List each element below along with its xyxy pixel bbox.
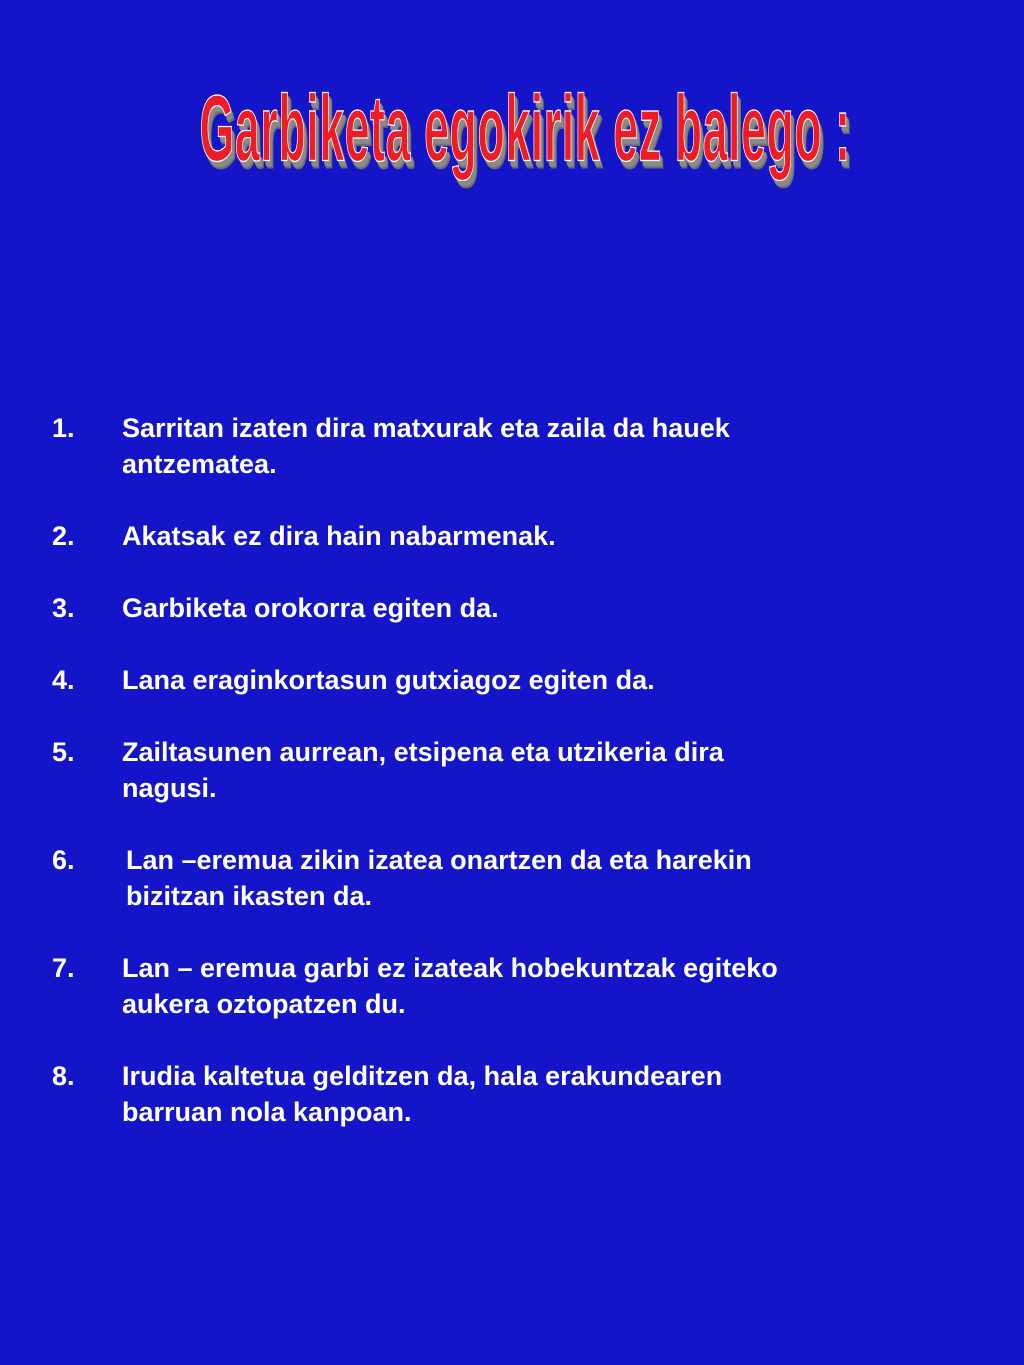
list-item: [52, 1058, 992, 1130]
list-item-number: 8.: [52, 1061, 75, 1091]
list-item-text: Garbiketa orokorra egiten da.: [122, 593, 499, 623]
list-item: [52, 410, 992, 482]
list-item: [52, 734, 992, 806]
list-item-text: Irudia kaltetua gelditzen da, hala erakundearen barruan nola kanpoan.: [122, 1061, 723, 1127]
list-item-number: 5.: [52, 737, 75, 767]
list-item-number: 4.: [52, 665, 75, 695]
list-item-text: Lana eraginkortasun gutxiagoz egiten da.: [122, 665, 655, 695]
list-item-text: Sarritan izaten dira matxurak eta zaila da hauek antzematea.: [122, 413, 730, 479]
list-item-text: Zailtasunen aurrean, etsipena eta utzikeria dira nagusi.: [122, 737, 724, 803]
list-item: [52, 950, 992, 1022]
list-item-number: 2.: [52, 521, 75, 551]
list-item-number: 3.: [52, 593, 75, 623]
list-item-text: Lan – eremua garbi ez izateak hobekuntzak egiteko aukera oztopatzen du.: [122, 953, 778, 1019]
numbered-list: [52, 410, 992, 1166]
list-item-number: 7.: [52, 953, 75, 983]
list-item: [52, 662, 992, 698]
list-item: [52, 518, 992, 554]
list-item-text: Lan –eremua zikin izatea onartzen da eta harekin bizitzan ikasten da.: [126, 845, 752, 911]
list-item: [52, 842, 992, 914]
list-item-number: 1.: [52, 413, 75, 443]
list-item: [52, 590, 992, 626]
slide-title: Garbiketa egokirik ez balego :: [199, 77, 851, 182]
list-item-number: 6.: [52, 845, 75, 875]
list-item-text: Akatsak ez dira hain nabarmenak.: [122, 521, 556, 551]
title-container: [0, 58, 1024, 198]
